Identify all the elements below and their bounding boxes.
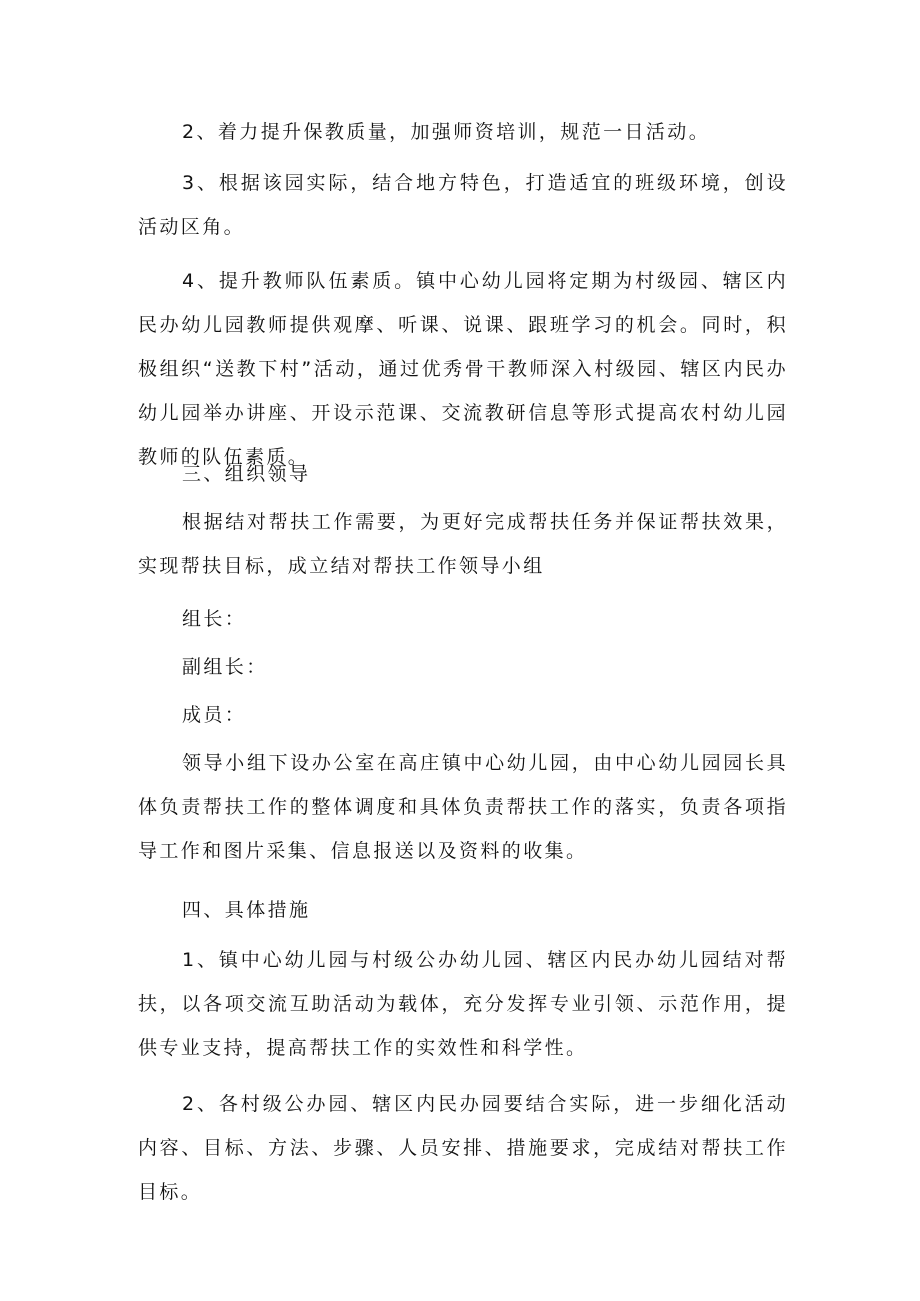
paragraph-measure-1: 1、镇中心幼儿园与村级公办幼儿园、辖区内民办幼儿园结对帮扶，以各项交流互助活动为载体，充分发挥专业引领、示范作用，提供专业支持，提高帮扶工作的实效性和科学性。: [138, 949, 788, 1059]
field-group-leader: 组长：: [182, 608, 247, 630]
paragraph-3-class-environment: 3、根据该园实际，结合地方特色，打造适宜的班级环境，创设活动区角。: [138, 172, 788, 238]
paragraph-office: 领导小组下设办公室在高庄镇中心幼儿园，由中心幼儿园园长具体负责帮扶工作的整体调度和具体负责帮扶工作的落实，负责各项指导工作和图片采集、信息报送以及资料的收集。: [138, 752, 788, 862]
paragraph-2-improve-quality: 2、着力提升保教质量，加强师资培训，规范一日活动。: [182, 121, 711, 143]
field-deputy-leader: 副组长：: [182, 656, 268, 678]
section-heading-measures: 四、具体措施: [182, 899, 311, 921]
paragraph-4-teacher-quality: 4、提升教师队伍素质。镇中心幼儿园将定期为村级园、辖区内民办幼儿园教师提供观摩、听课、说课、跟班学习的机会。同时，积极组织“送教下村”活动，通过优秀骨干教师深入村级园、辖区内民办幼儿园举办讲座、开设示范课、交流教研信息等形式提高农村幼儿园教师的队伍素质。: [138, 270, 788, 468]
section-heading-organization: 三、组织领导: [182, 463, 311, 485]
field-members: 成员：: [182, 704, 247, 726]
paragraph-measure-2: 2、各村级公办园、辖区内民办园要结合实际，进一步细化活动内容、目标、方法、步骤、人员安排、措施要求，完成结对帮扶工作目标。: [138, 1093, 788, 1203]
paragraph-leadership-group: 根据结对帮扶工作需要，为更好完成帮扶任务并保证帮扶效果，实现帮扶目标，成立结对帮扶工作领导小组: [138, 511, 788, 577]
